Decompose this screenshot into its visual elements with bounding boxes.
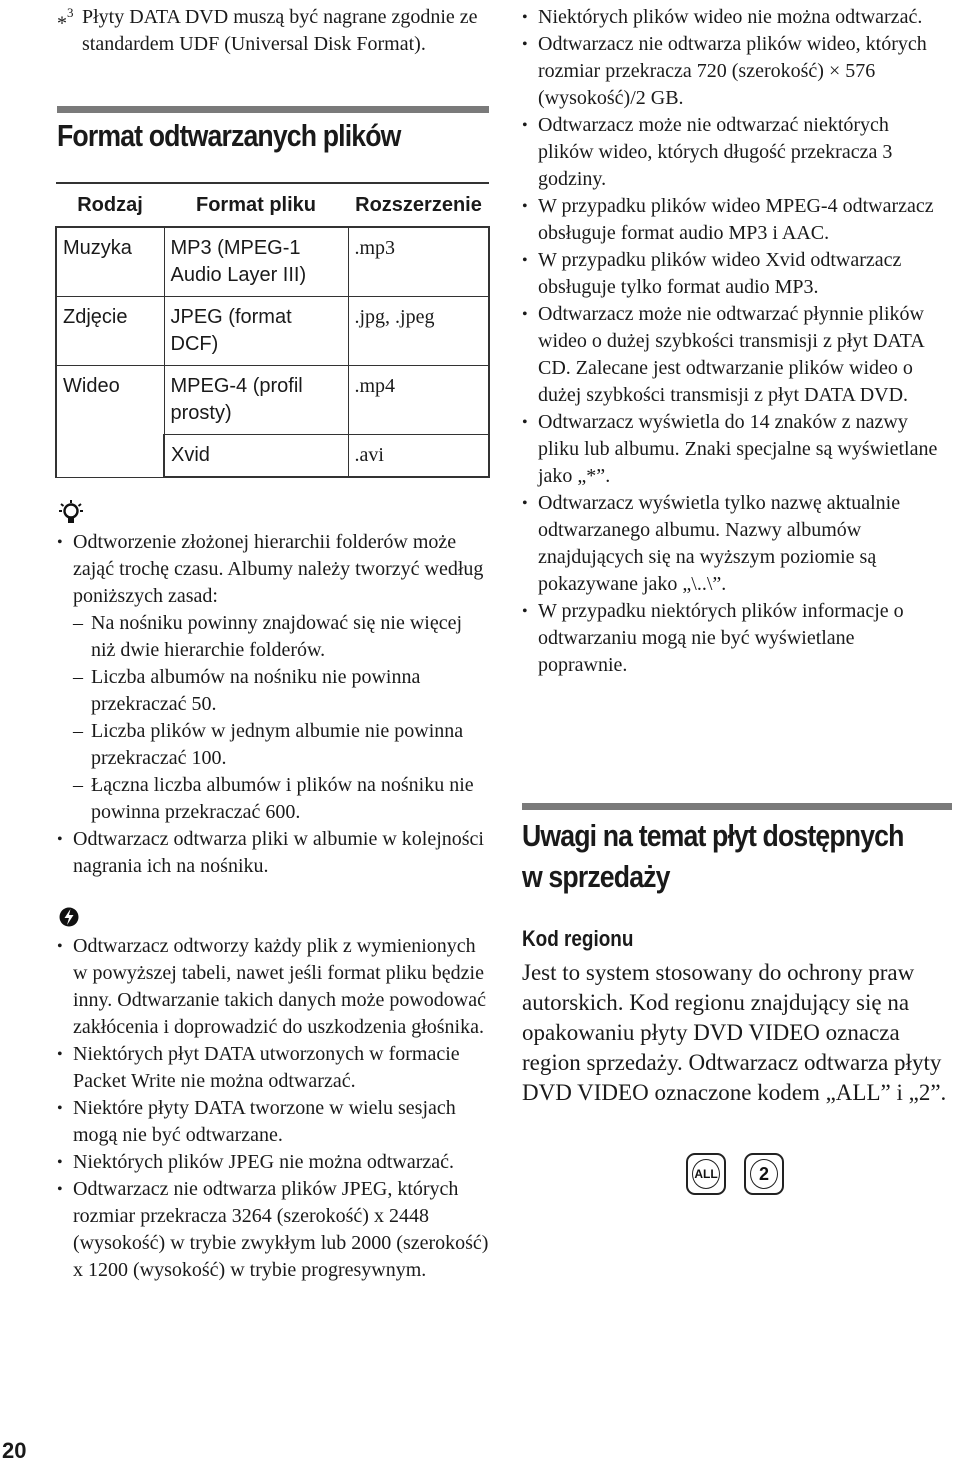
header-type: Rodzaj	[56, 183, 164, 227]
header-extension: Rozszerzenie	[348, 183, 489, 227]
table-row	[56, 366, 489, 435]
list-item: • W przypadku plików wideo Xvid odtwarzacz obsługuje tylko format audio MP3.	[522, 247, 942, 301]
cell-format: JPEG (format DCF)	[164, 297, 348, 366]
cell-extension: .mp3	[348, 227, 489, 297]
list-item: • Odtwarzacz wyświetla tylko nazwę aktualnie odtwarzanego albumu. Nazwy albumów znajdujących się na wyższym poziomie są pokazywane jako „\..\”.	[522, 490, 942, 598]
list-item: • Odtworzenie złożonej hierarchii folderów może zająć trochę czasu. Albumy należy tworzyć według poniższych zasad: – Na nośniku powinny znajdować się nie więcej niż dwie hierarchie folderów. – Liczba albumów na nośniku nie powinna przekraczać 50. – Liczba plików w jednym albumie nie powinna przekraczać 100. – Łączna liczba albumów i plików na nośniku nie powinna przekraczać 600.	[57, 529, 487, 826]
section-title-discs: Uwagi na temat płyt dostępnych w sprzedaży	[522, 818, 904, 894]
cell-type: Muzyka	[56, 227, 164, 297]
lightbulb-icon	[59, 500, 83, 528]
table-row	[56, 297, 489, 366]
footnote-text: Płyty DATA DVD muszą być nagrane zgodnie ze standardem UDF (Universal Disk Format).	[82, 6, 478, 55]
list-item: • Odtwarzacz wyświetla do 14 znaków z nazwy pliku lub albumu. Znaki specjalne są wyświetlane jako „*”.	[522, 409, 942, 490]
footnote	[57, 4, 492, 58]
region-code-text: Jest to system stosowany do ochrony praw autorskich. Kod regionu znajdujący się na opakowaniu płyty DVD VIDEO oznacza region sprzedaży. Odtwarzacz odtwarza płyty DVD VIDEO oznaczone kodem „ALL” i „2”.	[522, 960, 947, 1105]
cell-extension: .avi	[348, 435, 489, 478]
region-badge-all: ALL	[686, 1153, 726, 1195]
cell-format: MP3 (MPEG-1 Audio Layer III)	[164, 227, 348, 297]
list-item: • Odtwarzacz odtworzy każdy plik z wymienionych w powyższej tabeli, nawet jeśli format pliku będzie inny. Odtwarzanie takich danych może powodować zakłócenia i doprowadzić do uszkodzenia głośnika.	[57, 933, 489, 1041]
list-item: • Odtwarzacz może nie odtwarzać niektórych plików wideo, których długość przekracza 3 godziny.	[522, 112, 942, 193]
list-item: • Niektóre płyty DATA tworzone w wielu sesjach mogą nie być odtwarzane.	[57, 1095, 489, 1149]
header-format: Format pliku	[164, 183, 348, 227]
list-item: • Odtwarzacz nie odtwarza plików JPEG, których rozmiar przekracza 3264 (szerokość) x 2448 (wysokość) w trybie zwykłym lub 2000 (szerokość) x 1200 (wysokość) w trybie progresywnym.	[57, 1176, 489, 1284]
section-title-formats: Format odtwarzanych plików	[57, 118, 401, 153]
list-item: • W przypadku niektórych plików informacje o odtwarzaniu mogą nie być wyświetlane poprawnie.	[522, 598, 942, 679]
region-code-subhead: Kod regionu	[522, 926, 634, 951]
list-item: • Odtwarzacz odtwarza pliki w albumie w kolejności nagrania ich na nośniku.	[57, 826, 487, 880]
cell-extension: .mp4	[348, 366, 489, 435]
list-item: • Niektórych plików wideo nie można odtwarzać.	[522, 4, 942, 31]
caution-icon	[59, 906, 79, 928]
list-item: • Odtwarzacz może nie odtwarzać płynnie plików wideo o dużej szybkości transmisji z płyt DATA CD. Zalecane jest odtwarzanie plików wideo o dużej szybkości transmisji z płyt DATA DVD.	[522, 301, 942, 409]
region-badge-2: 2	[744, 1153, 784, 1195]
list-item: • Niektórych płyt DATA utworzonych w formacie Packet Write nie można odtwarzać.	[57, 1041, 489, 1095]
section-rule	[522, 803, 952, 810]
warnings-list	[57, 933, 489, 1284]
tips-list	[57, 529, 487, 880]
cell-format: Xvid	[164, 435, 348, 478]
cell-type: Zdjęcie	[56, 297, 164, 366]
cell-format: MPEG-4 (profil prosty)	[164, 366, 348, 435]
list-item: • W przypadku plików wideo MPEG-4 odtwarzacz obsługuje format audio MP3 i AAC.	[522, 193, 942, 247]
footnote-mark: *$^3$	[57, 5, 74, 35]
rules-sublist	[73, 610, 487, 826]
list-item: – Łączna liczba albumów i plików na nośniku nie powinna przekraczać 600.	[73, 772, 487, 826]
table-header-row	[56, 183, 489, 227]
list-item: – Liczba albumów na nośniku nie powinna przekraczać 50.	[73, 664, 487, 718]
list-item: • Odtwarzacz nie odtwarza plików wideo, których rozmiar przekracza 720 (szerokość) × 576 (wysokość)/2 GB.	[522, 31, 942, 112]
page-number: 20	[2, 1438, 27, 1463]
list-item: – Na nośniku powinny znajdować się nie więcej niż dwie hierarchie folderów.	[73, 610, 487, 664]
list-item: – Liczba plików w jednym albumie nie powinna przekraczać 100.	[73, 718, 487, 772]
formats-table	[55, 182, 490, 478]
cell-extension: .jpg, .jpeg	[348, 297, 489, 366]
section-rule	[57, 106, 489, 113]
cell-type: Wideo	[56, 366, 164, 478]
list-item: • Niektórych plików JPEG nie można odtwarzać.	[57, 1149, 489, 1176]
table-row	[56, 227, 489, 297]
video-notes-list	[522, 4, 942, 679]
